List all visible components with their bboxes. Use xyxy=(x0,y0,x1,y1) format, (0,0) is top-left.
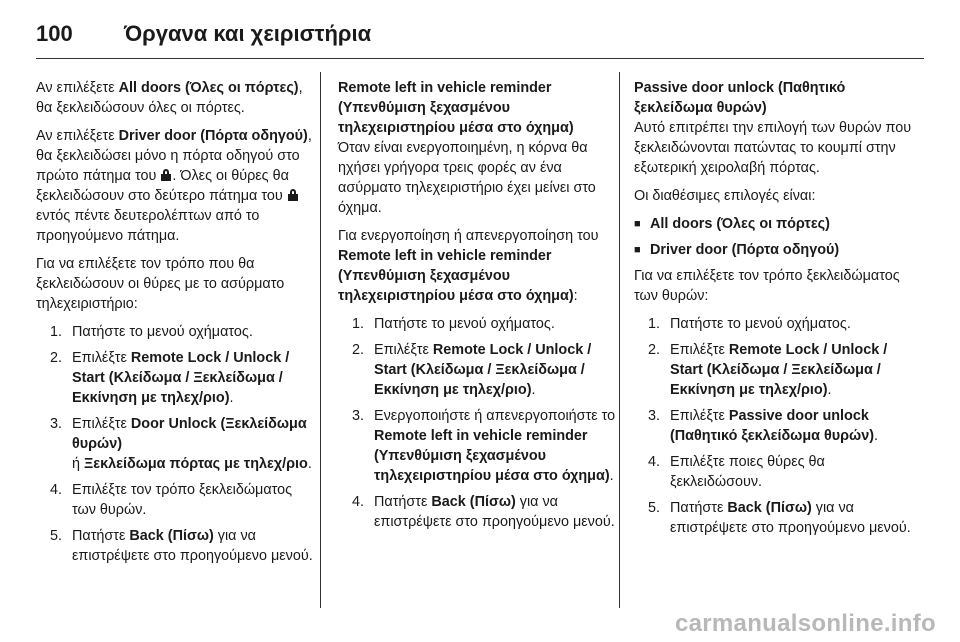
text: Πατήστε xyxy=(670,500,728,516)
step-number: 4. xyxy=(352,494,365,510)
text: . xyxy=(229,390,234,406)
column-left xyxy=(36,78,314,572)
text: Επιλέξτε τον τρόπο ξεκλειδώματος των θυρών. xyxy=(72,482,293,518)
list-item: ■ All doors (Όλες οι πόρτες) xyxy=(634,214,912,234)
text: Πατήστε το μενού οχήματος. xyxy=(670,316,851,332)
menu-path: Back (Πίσω) xyxy=(431,494,516,510)
column-divider xyxy=(320,72,321,608)
paragraph: Οι διαθέσιμες επιλογές είναι: xyxy=(634,188,816,204)
list-item xyxy=(36,526,314,566)
step-number: 1. xyxy=(648,316,661,332)
text: . xyxy=(531,382,536,398)
text: . xyxy=(307,456,312,472)
paragraph: Όταν είναι ενεργοποιημένη, η κόρνα θα ηχήσει γρήγορα τρεις φορές αν ένα ασύρματο τηλεχειριστήριο έχει μείνει στο όχημα. xyxy=(338,140,596,216)
text: Επιλέξτε xyxy=(72,350,131,366)
text: , θα ξεκλειδώσουν όλες οι πόρτες. xyxy=(36,80,303,116)
list-item xyxy=(338,340,616,400)
text: για να επιστρέψετε στο προηγούμενο μενού. xyxy=(670,500,911,536)
list-item: ■ Driver door (Πόρτα οδηγού) xyxy=(634,240,912,260)
step-number: 1. xyxy=(352,316,365,332)
text: Πατήστε το μενού οχήματος. xyxy=(72,324,253,340)
option-label: Driver door (Πόρτα οδηγού) xyxy=(118,128,308,144)
paragraph: Για να επιλέξετε τον τρόπο που θα ξεκλειδώσουν οι θύρες με το ασύρματο τηλεχειριστήριο: xyxy=(36,256,285,312)
option-label: All doors (Όλες οι πόρτες) xyxy=(118,80,299,96)
text: : xyxy=(573,288,578,304)
text: . xyxy=(827,382,832,398)
menu-path: Remote left in vehicle reminder (Υπενθύμιση ξεχασμένου τηλεχειριστηρίου μέσα στο όχημα) xyxy=(338,248,574,304)
page-header xyxy=(36,14,371,54)
text: εντός πέντε δευτερολέπτων από το προηγούμενο πάτημα. xyxy=(36,208,260,244)
step-number: 3. xyxy=(50,416,63,432)
paragraph xyxy=(338,226,616,306)
list-item xyxy=(36,480,314,520)
step-number: 2. xyxy=(648,342,661,358)
text: , θα ξεκλειδώσει μόνο η πόρτα οδηγού στο πρώτο πάτημα του xyxy=(36,128,312,184)
text: Επιλέξτε xyxy=(374,342,433,358)
text: Αν επιλέξετε xyxy=(36,80,119,96)
list-item xyxy=(36,322,314,342)
menu-path: Back (Πίσω) xyxy=(129,528,214,544)
menu-path: Ξεκλείδωμα πόρτας με τηλεχ/ριο xyxy=(84,456,308,472)
text: Επιλέξτε xyxy=(72,416,131,432)
header-rule xyxy=(36,58,924,59)
column-right xyxy=(634,78,912,544)
menu-path: Passive door unlock (Παθητικό ξεκλείδωμα θυρών) xyxy=(670,408,874,444)
list-item xyxy=(634,452,912,492)
paragraph xyxy=(36,78,314,118)
step-number: 3. xyxy=(648,408,661,424)
text: για να επιστρέψετε στο προηγούμενο μενού. xyxy=(72,528,313,564)
step-number: 2. xyxy=(352,342,365,358)
text: για να επιστρέψετε στο προηγούμενο μενού. xyxy=(374,494,615,530)
watermark: carmanualsonline.info xyxy=(674,610,936,637)
list-item xyxy=(338,492,616,532)
page-number: 100 xyxy=(36,21,73,46)
step-number: 3. xyxy=(352,408,365,424)
text: . xyxy=(874,428,878,444)
steps-list xyxy=(36,322,314,566)
step-number: 5. xyxy=(648,500,661,516)
menu-path: Remote left in vehicle reminder (Υπενθύμιση ξεχασμένου τηλεχειριστηρίου μέσα στο όχημα) xyxy=(374,428,610,484)
steps-list xyxy=(634,314,912,538)
step-number: 1. xyxy=(50,324,63,340)
options-list xyxy=(634,214,912,260)
step-number: 4. xyxy=(50,482,63,498)
list-item xyxy=(36,414,314,474)
text: Για ενεργοποίηση ή απενεργοποίηση του xyxy=(338,228,599,244)
step-number: 4. xyxy=(648,454,661,470)
text: Επιλέξτε xyxy=(670,342,729,358)
text: Αν επιλέξετε xyxy=(36,128,119,144)
list-item xyxy=(338,406,616,486)
step-number: 5. xyxy=(50,528,63,544)
list-item xyxy=(634,498,912,538)
menu-path: Remote Lock / Unlock / Start (Κλείδωμα / Ξεκλείδωμα / Εκκίνηση με τηλεχ/ριο) xyxy=(72,350,290,406)
list-item xyxy=(634,340,912,400)
text: Πατήστε xyxy=(374,494,432,510)
lock-icon xyxy=(160,169,172,181)
steps-list xyxy=(338,314,616,532)
lock-icon xyxy=(287,189,299,201)
text: Ενεργοποιήστε ή απενεργοποιήστε το xyxy=(374,408,616,424)
text: Πατήστε xyxy=(72,528,130,544)
column-divider xyxy=(619,72,620,608)
menu-path: Remote Lock / Unlock / Start (Κλείδωμα / Ξεκλείδωμα / Εκκίνηση με τηλεχ/ριο) xyxy=(374,342,592,398)
chapter-title: Όργανα και χειριστήρια xyxy=(124,21,372,46)
list-item xyxy=(36,348,314,408)
column-middle xyxy=(338,78,616,538)
section-heading: Passive door unlock (Παθητικό ξεκλείδωμα θυρών) xyxy=(634,80,846,116)
section-heading: Remote left in vehicle reminder (Υπενθύμιση ξεχασμένου τηλεχειριστηρίου μέσα στο όχημα) xyxy=(338,80,574,136)
menu-path: Back (Πίσω) xyxy=(727,500,812,516)
menu-path: Remote Lock / Unlock / Start (Κλείδωμα / Ξεκλείδωμα / Εκκίνηση με τηλεχ/ριο) xyxy=(670,342,888,398)
list-item xyxy=(634,314,912,334)
text: Πατήστε το μενού οχήματος. xyxy=(374,316,555,332)
list-item xyxy=(634,406,912,446)
paragraph: Για να επιλέξετε τον τρόπο ξεκλειδώματος των θυρών: xyxy=(634,268,900,304)
list-item xyxy=(338,314,616,334)
text: . xyxy=(609,468,614,484)
paragraph: Αυτό επιτρέπει την επιλογή των θυρών που ξεκλειδώνονται πατώντας το κουμπί στην εξωτερική χειρολαβή πόρτας. xyxy=(634,120,912,176)
menu-path: Door Unlock (Ξεκλείδωμα θυρών) xyxy=(72,416,307,452)
paragraph xyxy=(36,126,314,246)
step-number: 2. xyxy=(50,350,63,366)
text: . Όλες οι θύρες θα ξεκλειδώσουν στο δεύτερο πάτημα του xyxy=(36,168,289,204)
text: ή xyxy=(72,456,85,472)
text: Επιλέξτε ποιες θύρες θα ξεκλειδώσουν. xyxy=(670,454,825,490)
text: Επιλέξτε xyxy=(670,408,729,424)
